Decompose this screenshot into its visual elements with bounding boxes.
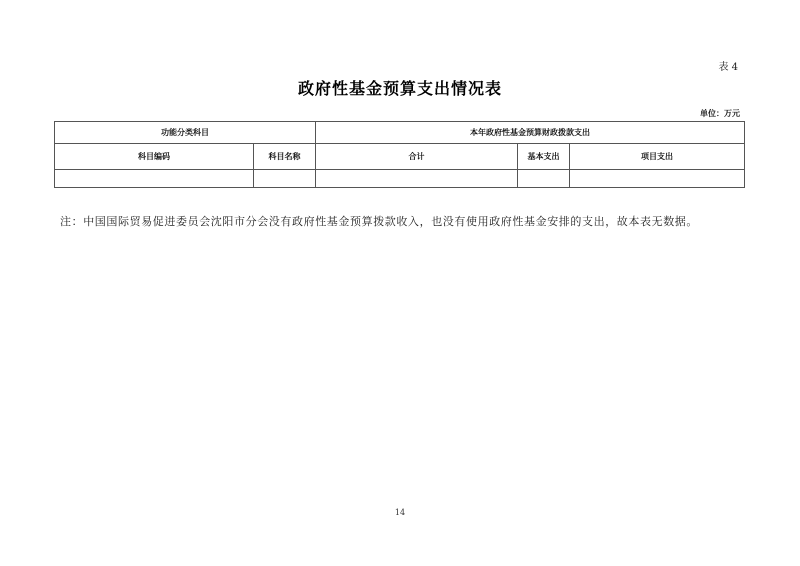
header-subject-code: 科目编码 — [55, 144, 254, 170]
unit-label: 单位：万元 — [700, 109, 740, 118]
table-cell — [570, 170, 745, 188]
page-number: 14 — [394, 508, 406, 517]
table-header-row — [55, 122, 745, 144]
table-cell — [254, 170, 316, 188]
table-cell — [316, 170, 518, 188]
table-cell — [55, 170, 254, 188]
table-cell — [518, 170, 570, 188]
header-fund-appropriation-expenditure: 本年政府性基金预算财政拨款支出 — [316, 122, 745, 144]
footnote: 注：中国国际贸易促进委员会沈阳市分会没有政府性基金预算拨款收入，也没有使用政府性基金安排的支出，故本表无数据。 — [60, 215, 698, 228]
table-subheader-row — [55, 144, 745, 170]
table-number: 表 4 — [718, 62, 738, 73]
header-subject-name: 科目名称 — [254, 144, 316, 170]
header-total: 合计 — [316, 144, 518, 170]
table-row — [55, 170, 745, 188]
budget-table — [54, 121, 745, 188]
header-project-expenditure: 项目支出 — [570, 144, 745, 170]
header-basic-expenditure: 基本支出 — [518, 144, 570, 170]
header-functional-classification: 功能分类科目 — [55, 122, 316, 144]
page-title: 政府性基金预算支出情况表 — [297, 79, 502, 98]
